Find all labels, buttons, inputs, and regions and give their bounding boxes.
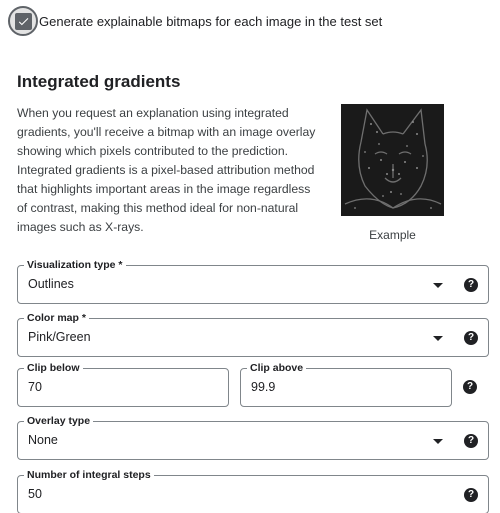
help-icon[interactable]: ? xyxy=(464,331,478,345)
color-map-label: Color map * xyxy=(24,312,89,325)
clip-below-label: Clip below xyxy=(24,362,83,375)
check-icon xyxy=(17,15,30,28)
generate-bitmaps-checkbox[interactable] xyxy=(8,6,382,36)
color-map-select[interactable] xyxy=(17,312,489,357)
checkbox-focus-ring[interactable] xyxy=(8,6,38,36)
visualization-type-select[interactable] xyxy=(17,259,489,304)
caret-down-icon[interactable] xyxy=(433,439,443,444)
overlay-type-value[interactable]: None xyxy=(28,433,58,447)
clip-above-input[interactable] xyxy=(240,362,452,407)
section-title: Integrated gradients xyxy=(17,72,181,91)
clip-above-label: Clip above xyxy=(247,362,306,375)
integral-steps-value[interactable]: 50 xyxy=(28,487,42,501)
caret-down-icon[interactable] xyxy=(433,336,443,341)
checkbox-label[interactable]: Generate explainable bitmaps for each image in the test set xyxy=(39,13,383,29)
example-caption: Example xyxy=(369,228,416,242)
clip-below-value[interactable]: 70 xyxy=(28,380,42,394)
example-bitmap-image xyxy=(341,104,444,216)
help-icon[interactable]: ? xyxy=(464,434,478,448)
help-icon[interactable]: ? xyxy=(463,380,477,394)
section-description: When you request an explanation using integrated gradients, you'll receive a bitmap with an image overlay showing which pixels contributed to the prediction. Integrated gradients is a pixel-based attribution method that highlights important areas in the image regardless of contrast, making this method ideal for non-natural images such as X-rays. xyxy=(17,106,316,234)
help-icon[interactable]: ? xyxy=(464,278,478,292)
overlay-type-label: Overlay type xyxy=(24,415,93,428)
color-map-value[interactable]: Pink/Green xyxy=(28,330,91,344)
integral-steps-input[interactable] xyxy=(17,469,489,513)
help-icon[interactable]: ? xyxy=(464,488,478,502)
visualization-type-value[interactable]: Outlines xyxy=(28,277,74,291)
overlay-type-select[interactable] xyxy=(17,415,489,460)
caret-down-icon[interactable] xyxy=(433,283,443,288)
clip-above-value[interactable]: 99.9 xyxy=(251,380,276,394)
integral-steps-label: Number of integral steps xyxy=(24,469,154,482)
visualization-type-label: Visualization type * xyxy=(24,259,126,272)
clip-below-input[interactable] xyxy=(17,362,229,407)
checkbox-box[interactable] xyxy=(15,13,32,30)
dog-outline-image xyxy=(341,104,444,216)
